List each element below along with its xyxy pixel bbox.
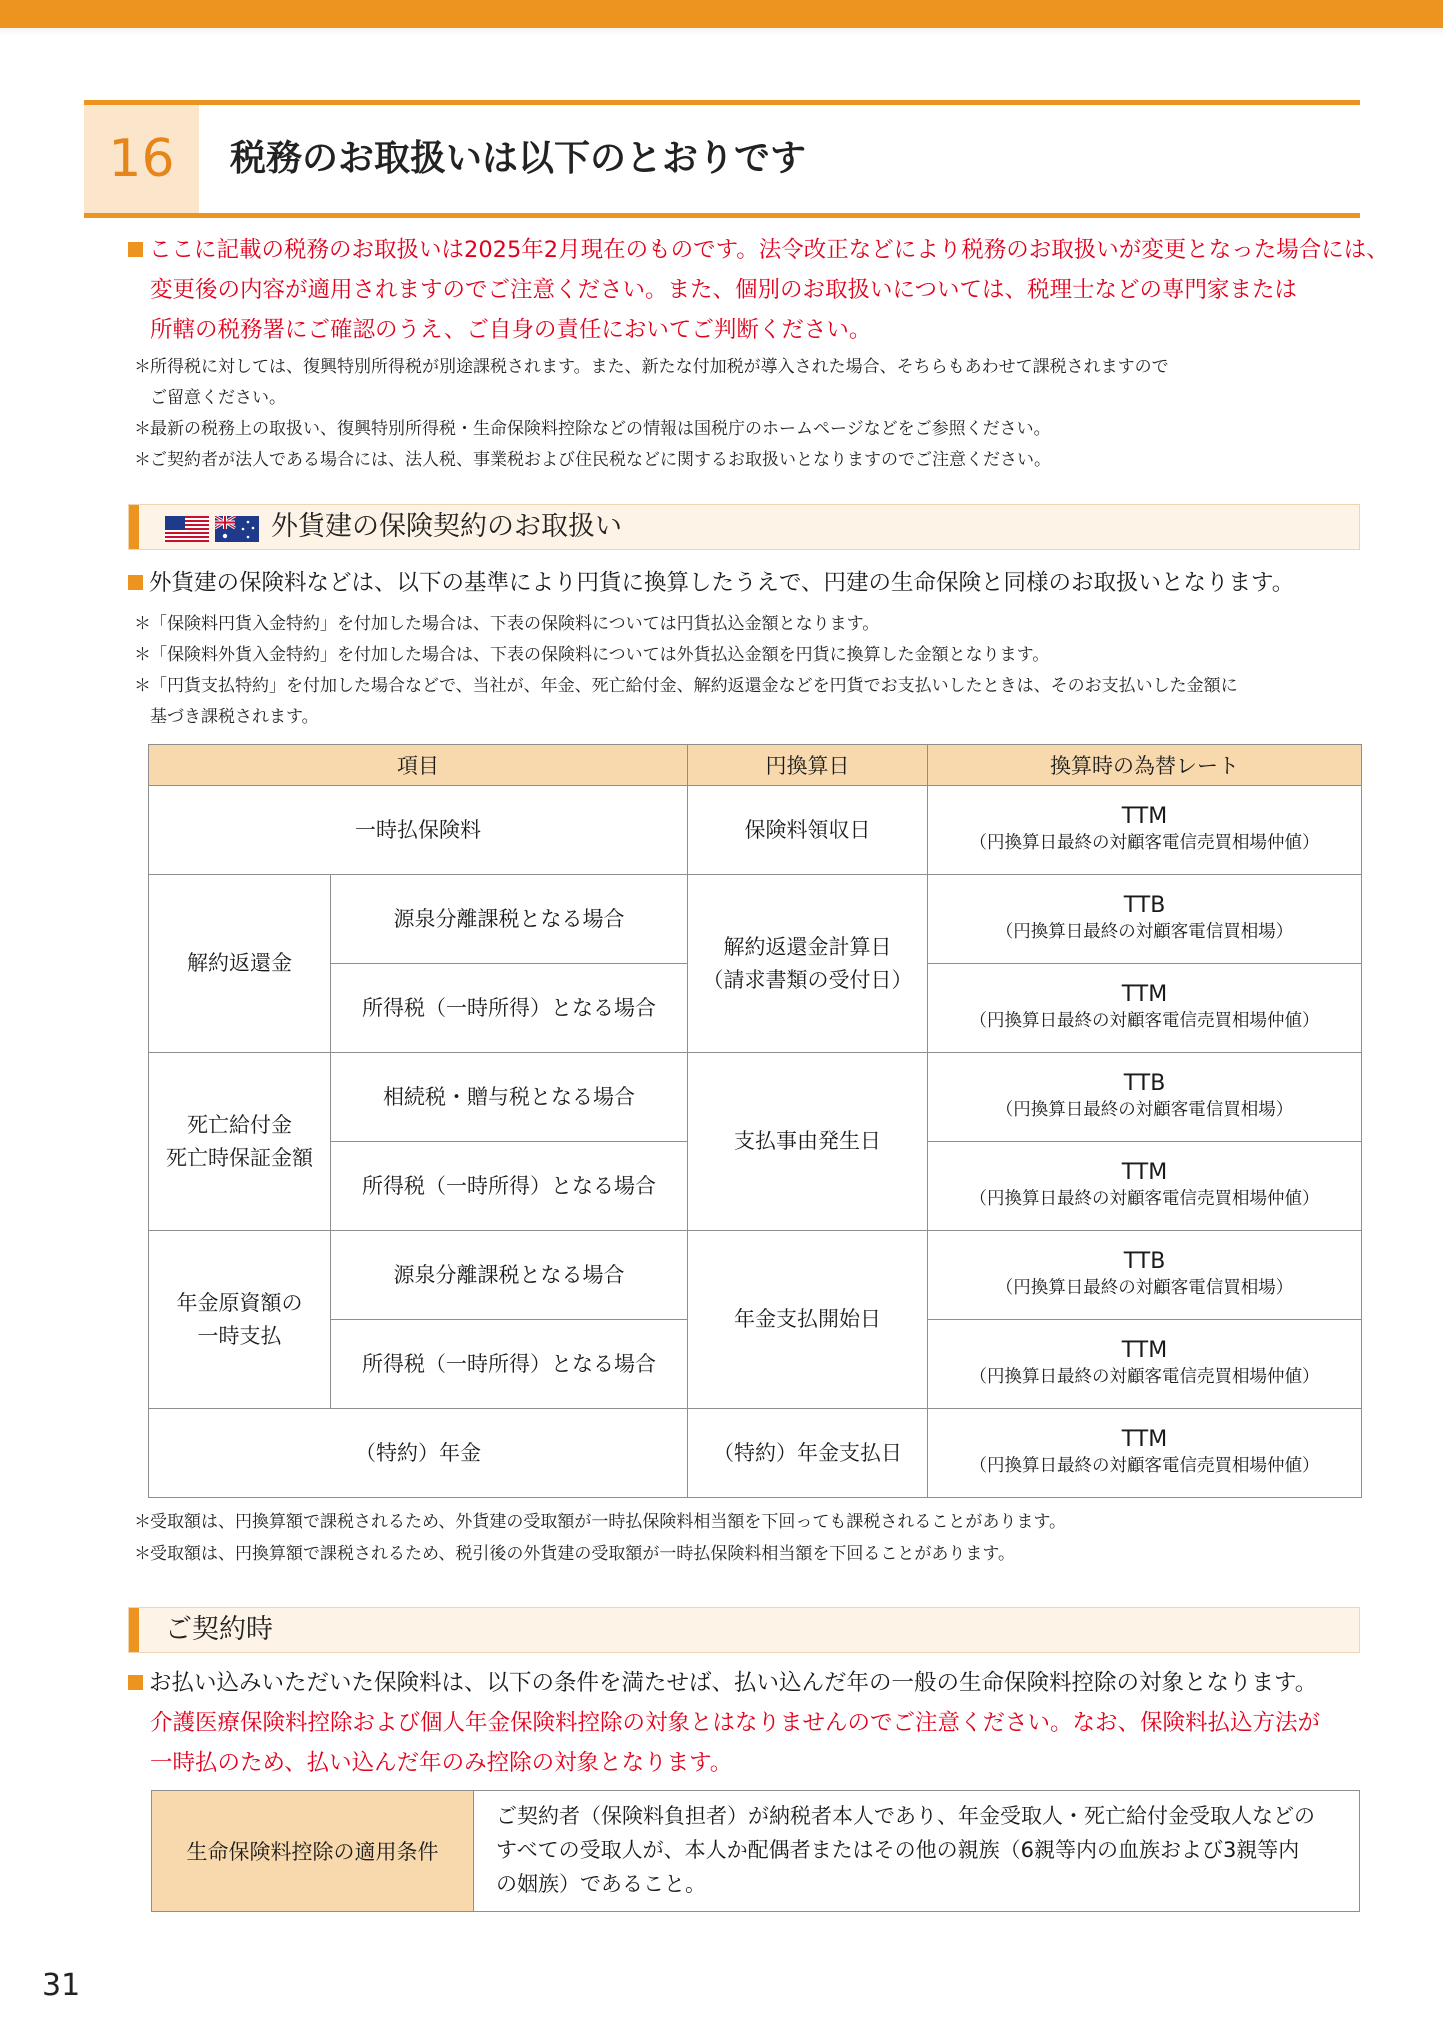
intro-note-1: ＊ 所得税に対しては、復興特別所得税が別途課税されます。また、新たな付加税が導入された場合、そちらもあわせて課税されますので (134, 357, 1169, 377)
us-flag-icon (165, 516, 209, 542)
header-item: 項目 (149, 745, 688, 786)
date-cell: （特約）年金支払日 (688, 1409, 928, 1498)
intro-note-3: ＊ ご契約者が法人である場合には、法人税、事業税および住民税などに関するお取扱いとなりますのでご注意ください。 (134, 450, 1051, 470)
section-number: 16 (84, 105, 199, 213)
intro-note-2: ＊ 最新の税務上の取扱い、復興特別所得税・生命保険料控除などの情報は国税庁のホームページなどをご参照ください。 (134, 419, 1051, 439)
rate-cell: TTM （円換算日最終の対顧客電信売買相場仲値） (928, 1409, 1362, 1498)
table-row (149, 786, 1362, 875)
item-cell: 死亡給付金 死亡時保証金額 (149, 1053, 331, 1231)
item-cell: 解約返還金 (149, 875, 331, 1053)
foreign-currency-heading: 外貨建の保険契約のお取扱い (128, 504, 1360, 550)
rate-cell: TTB （円換算日最終の対顧客電信買相場） (928, 875, 1362, 964)
table-footnote-2: ＊ 受取額は、円換算額で課税されるため、税引後の外貨建の受取額が一時払保険料相当額を下回ることがあります。 (134, 1544, 1015, 1564)
intro-line-2: 変更後の内容が適用されますのでご注意ください。また、個別のお取扱いについては、税理士などの専門家または (150, 277, 1298, 303)
foreign-note-3: ＊ 「円貨支払特約」を付加した場合などで、当社が、年金、死亡給付金、解約返還金などを円貨でお支払いしたときは、そのお支払いした金額に (134, 676, 1238, 696)
contract-lead: お払い込みいただいた保険料は、以下の条件を満たせば、払い込んだ年の一般の生命保険料控除の対象となります。 (128, 1663, 1317, 1703)
rate-cell: TTM （円換算日最終の対顧客電信売買相場仲値） (928, 964, 1362, 1053)
contract-warning-1: 介護医療保険料控除および個人年金保険料控除の対象とはなりませんのでご注意ください。なお、保険料払込方法が (150, 1710, 1321, 1736)
australia-flag-icon (215, 516, 259, 542)
intro-note-1-cont: ご留意ください。 (150, 388, 286, 408)
case-cell: 所得税（一時所得）となる場合 (331, 1320, 688, 1409)
condition-text: ご契約者（保険料負担者）が納税者本人であり、年金受取人・死亡給付金受取人などの すべての受取人が、本人か配偶者またはその他の親族（6親等内の血族および3親等内 の姻族）であること。 (474, 1791, 1360, 1912)
case-cell: 相続税・贈与税となる場合 (331, 1053, 688, 1142)
top-accent-bar (0, 0, 1443, 28)
rate-cell: TTM （円換算日最終の対顧客電信売買相場仲値） (928, 1320, 1362, 1409)
table-row (149, 875, 1362, 964)
deduction-condition-table (151, 1790, 1360, 1912)
date-cell: 保険料領収日 (688, 786, 928, 875)
rate-cell: TTB （円換算日最終の対顧客電信買相場） (928, 1053, 1362, 1142)
bullet-square-icon (128, 575, 143, 590)
foreign-note-3-cont: 基づき課税されます。 (150, 707, 319, 727)
date-cell: 解約返還金計算日 （請求書類の受付日） (688, 875, 928, 1053)
item-cell: 一時払保険料 (149, 786, 688, 875)
page-number: 31 (42, 1968, 81, 2003)
case-cell: 所得税（一時所得）となる場合 (331, 1142, 688, 1231)
rate-cell: TTB （円換算日最終の対顧客電信買相場） (928, 1231, 1362, 1320)
header-exchange-rate: 換算時の為替レート (928, 745, 1362, 786)
bullet-square-icon (128, 1675, 143, 1690)
bullet-square-icon (128, 242, 143, 257)
case-cell: 源泉分離課税となる場合 (331, 1231, 688, 1320)
case-cell: 源泉分離課税となる場合 (331, 875, 688, 964)
table-row (149, 1053, 1362, 1142)
section-title: 税務のお取扱いは以下のとおりです (230, 138, 807, 179)
intro-line-1: ここに記載の税務のお取扱いは2025年2月現在のものです。法令改正などにより税務のお取扱いが変更となった場合には、 (128, 230, 1389, 270)
header-conversion-date: 円換算日 (688, 745, 928, 786)
currency-conversion-table (148, 744, 1362, 1498)
case-cell: 所得税（一時所得）となる場合 (331, 964, 688, 1053)
rate-cell: TTM （円換算日最終の対顧客電信売買相場仲値） (928, 1142, 1362, 1231)
item-cell: 年金原資額の 一時支払 (149, 1231, 331, 1409)
condition-label: 生命保険料控除の適用条件 (152, 1791, 474, 1912)
contract-warning-2: 一時払のため、払い込んだ年のみ控除の対象となります。 (150, 1750, 733, 1776)
table-row (149, 1231, 1362, 1320)
foreign-note-1: ＊ 「保険料円貨入金特約」を付加した場合は、下表の保険料については円貨払込金額となります。 (134, 614, 880, 634)
item-cell: （特約）年金 (149, 1409, 688, 1498)
section-header (84, 100, 1360, 218)
contract-heading: ご契約時 (128, 1607, 1360, 1653)
table-row (149, 1409, 1362, 1498)
intro-line-3: 所轄の税務署にご確認のうえ、ご自身の責任においてご判断ください。 (150, 317, 872, 343)
table-footnote-1: ＊ 受取額は、円換算額で課税されるため、外貨建の受取額が一時払保険料相当額を下回っても課税されることがあります。 (134, 1512, 1066, 1532)
rate-cell: TTM （円換算日最終の対顧客電信売買相場仲値） (928, 786, 1362, 875)
foreign-note-2: ＊ 「保険料外貨入金特約」を付加した場合は、下表の保険料については外貨払込金額を円貨に換算した金額となります。 (134, 645, 1050, 665)
date-cell: 支払事由発生日 (688, 1053, 928, 1231)
foreign-lead: 外貨建の保険料などは、以下の基準により円貨に換算したうえで、円建の生命保険と同様のお取扱いとなります。 (128, 563, 1294, 603)
date-cell: 年金支払開始日 (688, 1231, 928, 1409)
